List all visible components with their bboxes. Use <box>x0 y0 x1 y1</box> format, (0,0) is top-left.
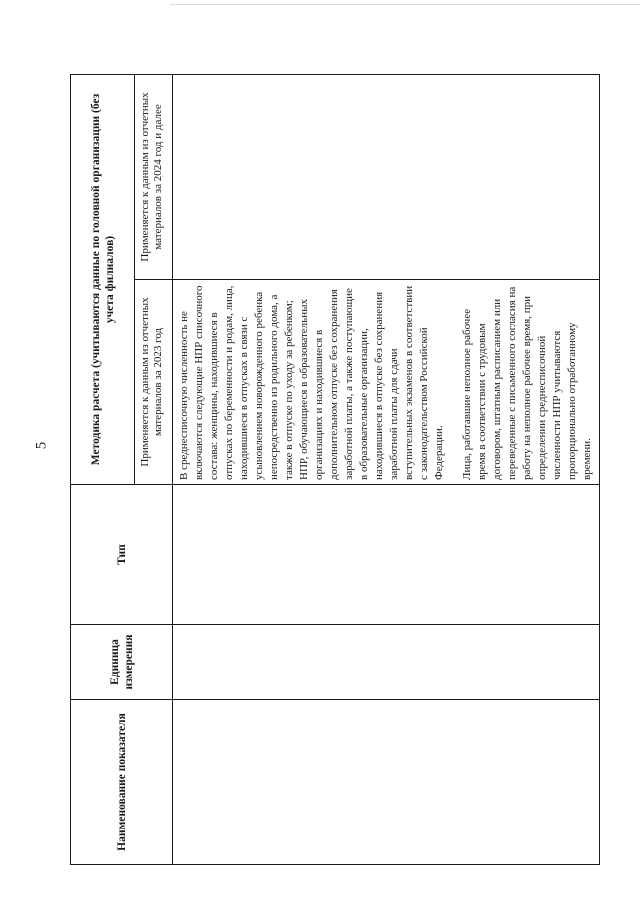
cell-period-2024 <box>173 74 600 279</box>
header-type: Тип <box>71 485 173 625</box>
paragraph-excluded-staff: В среднесписочную численность не включаются следующие НПР списочного состава: женщины, находившиеся в отпусках по беременности и родам, лица, находившиеся в отпусках в связи с усыновлением новорожденного ребенка непосредственно из родильного дома, а также в отпуске по уходу за ребенком; НПР, обучающиеся в образовательных организациях и находившиеся в дополнительном отпуске без сохранения заработной платы, а также поступающие в образовательные организации, находившиеся в отпуске без сохранения заработной платы для сдачи вступительных экзаменов в соответствии с законодательством Российской Федерации. <box>178 285 445 480</box>
cell-indicator-name <box>173 700 600 865</box>
header-period-2023: Применяется к данным из отчетных материалов за 2023 год <box>135 280 173 485</box>
rotated-table-frame <box>70 75 593 865</box>
header-period-2024: Применяется к данным из отчетных материалов за 2024 год и далее <box>135 74 173 279</box>
cell-type <box>173 485 600 625</box>
header-methodology: Методика расчета (учитываются данные по головной организации (без учета филиалов) <box>71 74 135 484</box>
header-indicator-name: Наименование показателя <box>71 700 173 865</box>
top-rule <box>170 4 640 5</box>
header-unit: Единица измерения <box>71 625 173 700</box>
cell-unit <box>173 625 600 700</box>
cell-period-2023 <box>173 280 600 485</box>
page-number: 5 <box>33 441 50 450</box>
paragraph-part-time-staff: Лица, работавшие неполное рабочее время в соответствии с трудовым договором, штатным расписанием или переведенные с письменного согласия на работу на неполное рабочее время, при определении среднесписочной численности НПР учитываются пропорционально отработанному времени. <box>461 286 593 480</box>
methodology-table <box>70 74 600 865</box>
